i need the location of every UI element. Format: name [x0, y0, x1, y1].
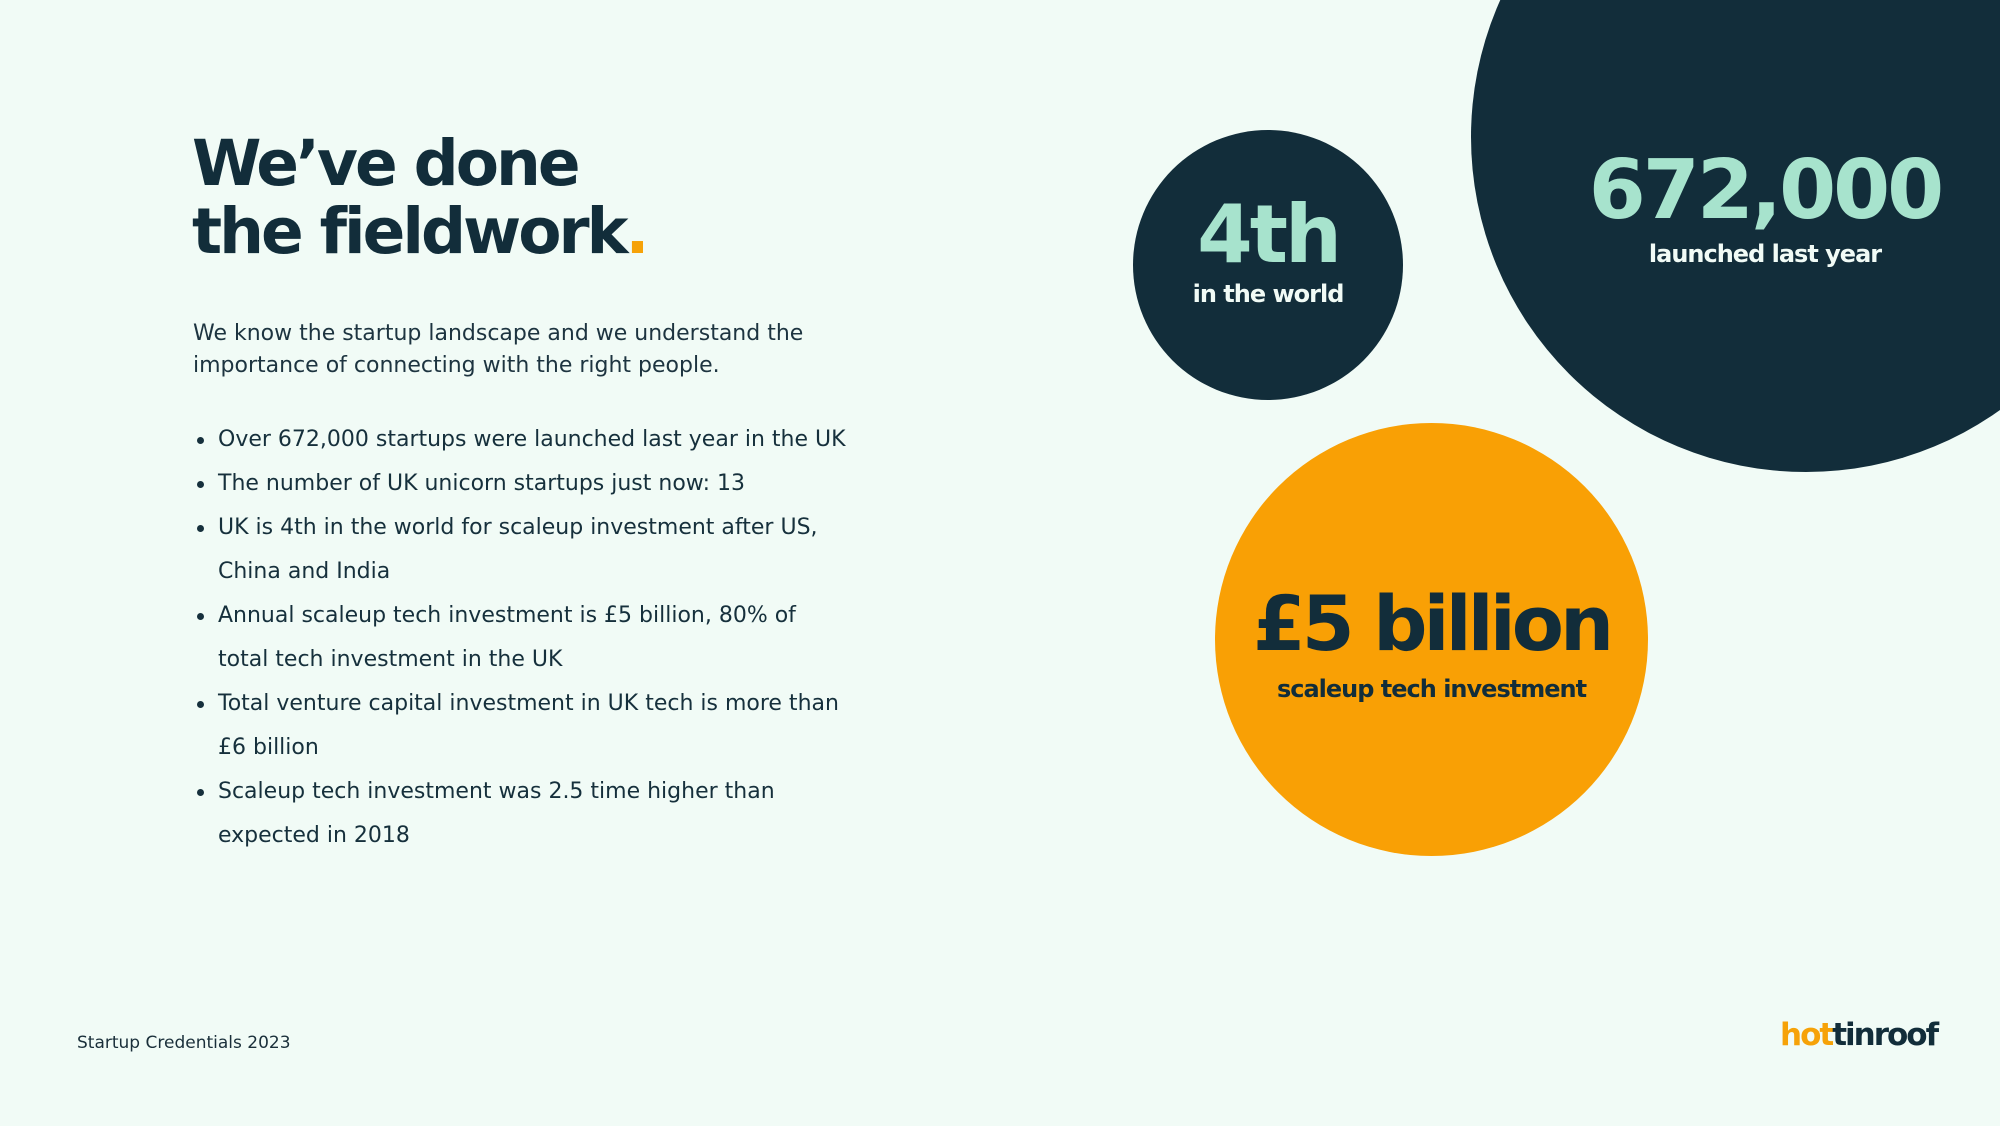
title-line-1: We’ve done — [192, 127, 578, 200]
logo-text-hot: hot — [1780, 1017, 1833, 1053]
stat-investment-value: £5 billion — [1252, 579, 1611, 668]
stat-rank-label: in the world — [1192, 280, 1344, 308]
fact-item: Over 672,000 startups were launched last year in the UK — [193, 418, 853, 462]
stat-investment — [1215, 574, 1648, 704]
footer-caption: Startup Credentials 2023 — [77, 1033, 291, 1053]
stat-launched-label: launched last year — [1648, 240, 1882, 268]
stat-launched-value: 672,000 — [1588, 143, 1942, 238]
fact-item: Total venture capital investment in UK tech is more than £6 billion — [193, 682, 853, 770]
stat-investment-label: scaleup tech investment — [1276, 675, 1587, 703]
stat-rank-value: 4th — [1197, 188, 1339, 281]
fact-item: UK is 4th in the world for scaleup investment after US, China and India — [193, 506, 853, 594]
stat-launched — [1560, 143, 1970, 269]
title-line-2 — [192, 195, 647, 268]
title-line-2-text: the fieldwork — [192, 195, 626, 268]
logo-text-tinroof: tinroof — [1832, 1017, 1938, 1053]
brand-logo — [1780, 1017, 1938, 1053]
fact-item: The number of UK unicorn startups just now: 13 — [193, 462, 853, 506]
fact-item: Scaleup tech investment was 2.5 time higher than expected in 2018 — [193, 770, 853, 858]
stat-rank — [1133, 190, 1403, 308]
facts-list — [193, 418, 853, 858]
fact-item: Annual scaleup tech investment is £5 billion, 80% of total tech investment in the UK — [193, 594, 853, 682]
page-title — [192, 127, 647, 268]
intro-paragraph: We know the startup landscape and we understand the importance of connecting with the right people. — [193, 321, 804, 378]
title-accent-dot: . — [625, 195, 647, 268]
